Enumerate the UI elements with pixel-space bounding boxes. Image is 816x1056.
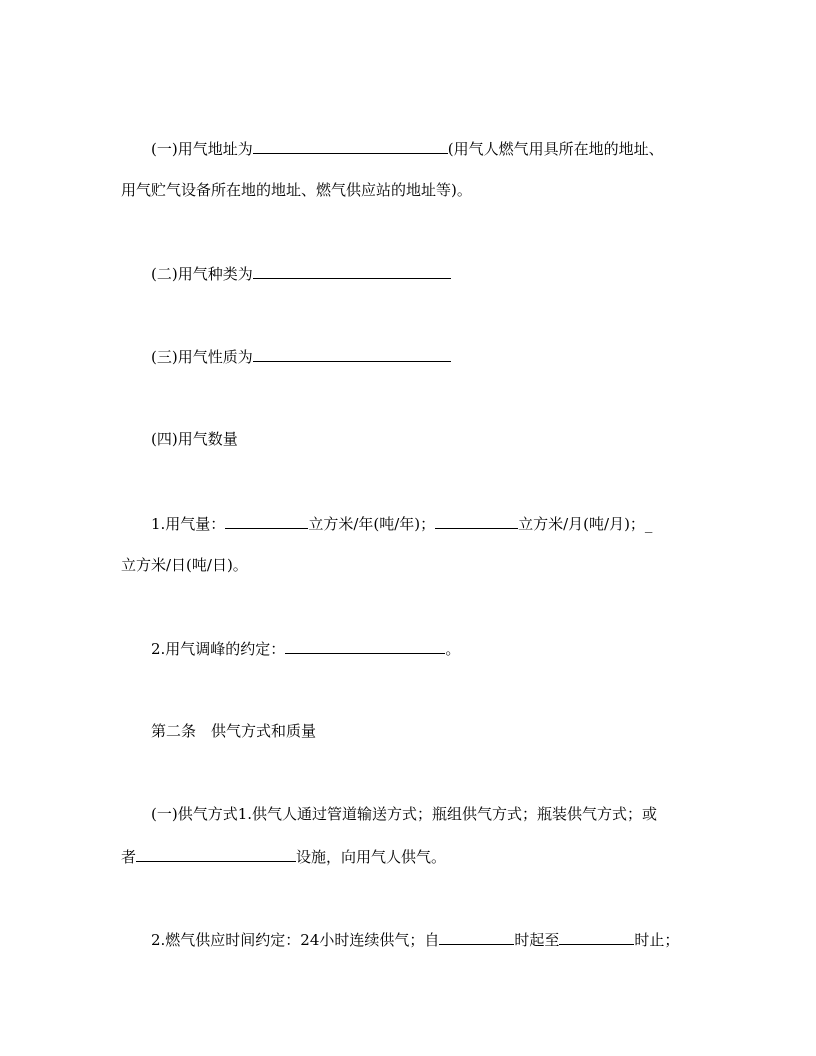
yearly-unit: 立方米/年(吨/年)； [308,515,436,533]
supply-method-text: (一)供气方式1.供气人通过管道输送方式；瓶组供气方式；瓶装供气方式；或 [151,805,658,823]
paragraph-peak-shaving [151,638,460,659]
peak-shaving-label: 2.用气调峰的约定： [151,640,286,658]
paragraph-supply-method [151,804,657,824]
facility-suffix: 设施，向用气人供气。 [296,848,447,866]
article-2-title: 第二条 供气方式和质量 [151,722,317,740]
peak-shaving-blank[interactable] [285,638,445,654]
supply-time-to: 时起至 [514,931,560,949]
supply-time-label: 2.燃气供应时间约定：24小时连续供气；自 [151,931,440,949]
gas-type-blank[interactable] [253,263,451,279]
yearly-volume-blank[interactable] [225,513,308,529]
paragraph-gas-address [151,138,664,159]
paragraph-address-note-cont [121,180,472,200]
address-note: (用气人燃气用具所在地的地址、 [447,140,664,158]
gas-type-label: (二)用气种类为 [151,265,253,283]
supply-time-end: 时止； [634,931,680,949]
end-hour-blank[interactable] [559,929,634,945]
address-note-continued: 用气贮气设备所在地的地址、燃气供应站的地址等)。 [121,181,472,199]
article-2-heading [151,721,316,741]
paragraph-gas-nature [151,346,451,367]
paragraph-supply-facility [121,846,446,867]
facility-blank[interactable] [136,846,296,862]
daily-unit: 立方米/日(吨/日)。 [121,556,248,574]
facility-prefix: 者 [121,848,137,866]
monthly-volume-blank[interactable] [435,513,518,529]
address-label: (一)用气地址为 [151,140,253,158]
address-blank[interactable] [253,138,448,154]
paragraph-gas-quantity [151,429,238,449]
paragraph-gas-volume [151,513,652,534]
gas-nature-label: (三)用气性质为 [151,348,253,366]
gas-volume-label: 1.用气量： [151,515,226,533]
start-hour-blank[interactable] [439,929,514,945]
peak-shaving-end: 。 [445,640,461,658]
gas-quantity-heading: (四)用气数量 [151,430,238,448]
paragraph-supply-time [151,929,679,950]
paragraph-daily-volume [121,555,248,575]
paragraph-gas-type [151,263,451,284]
gas-nature-blank[interactable] [253,346,451,362]
monthly-unit: 立方米/月(吨/月)；_ [518,515,653,533]
